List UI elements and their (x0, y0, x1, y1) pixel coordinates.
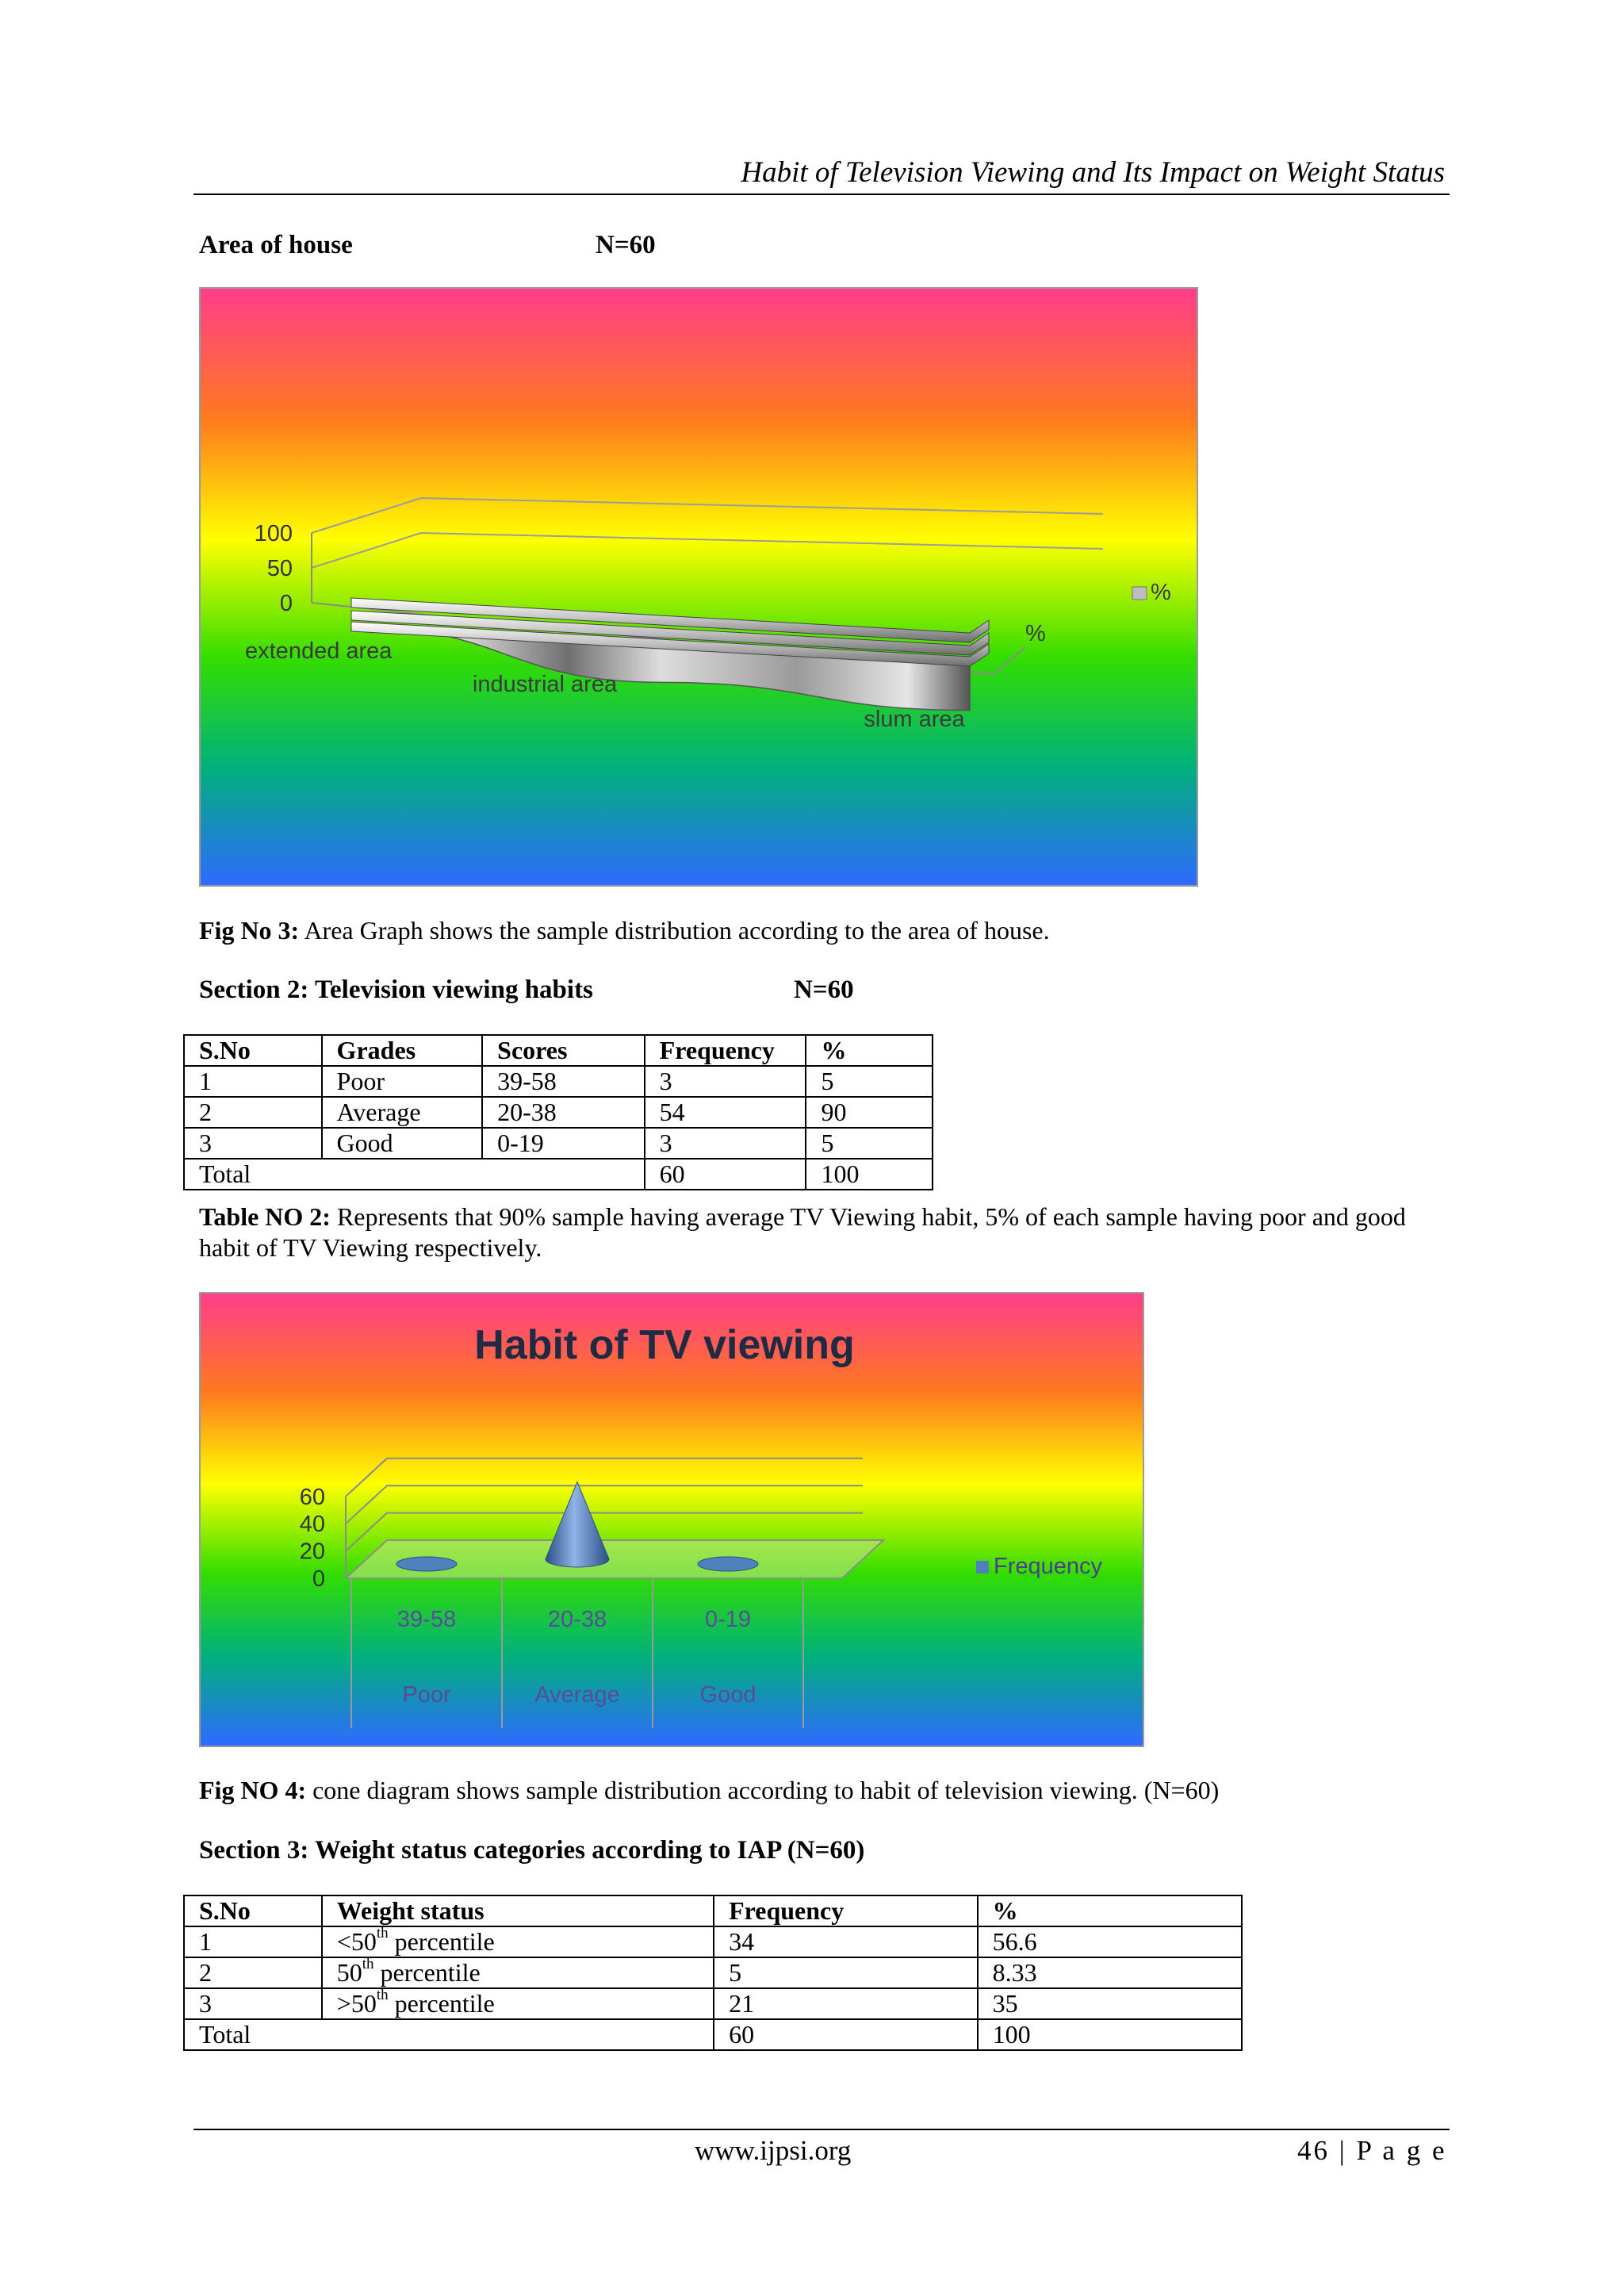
table-header-cell: % (978, 1895, 1242, 1926)
table-cell: 90 (806, 1097, 933, 1128)
table-row (184, 1128, 933, 1159)
table-cell: 20-38 (482, 1097, 645, 1128)
fig3-caption-label: Fig No 3: (199, 916, 300, 945)
y-tick-label: 60 (299, 1484, 325, 1510)
table-cell: 5 (806, 1066, 933, 1097)
table-cell: 54 (645, 1097, 806, 1128)
table-cell: 60 (714, 2019, 978, 2050)
table-header-cell: Frequency (714, 1895, 978, 1926)
table-cell: 100 (978, 2019, 1242, 2050)
table-cell: 2 (184, 1097, 322, 1128)
table-cell: 1 (184, 1926, 322, 1957)
table-cell: 3 (184, 1988, 322, 2019)
x-tick-label: 39-58 (396, 1607, 457, 1632)
y-tick-label: 0 (312, 1566, 325, 1592)
x-subcategory-label: Poor (402, 1682, 451, 1708)
table-cell: 5 (806, 1128, 933, 1159)
table-total-row (184, 2019, 1242, 2050)
status-suffix: percentile (388, 1989, 495, 2018)
table-header-cell: % (806, 1035, 933, 1066)
table-cell-status (322, 1926, 714, 1957)
table-row (184, 1988, 1242, 2019)
x-tick-label: 0-19 (704, 1607, 752, 1632)
table-header-cell: Grades (322, 1035, 483, 1066)
table-header-cell: S.No (184, 1035, 322, 1066)
legend-swatch (976, 1561, 989, 1573)
area-section-label: Area of house (199, 231, 353, 259)
legend-label: % (1151, 580, 1171, 605)
status-value: <50 (336, 1927, 377, 1956)
y-tick-label: 100 (254, 521, 293, 546)
weight-status-table (183, 1895, 1243, 2051)
table2-caption (199, 1202, 1452, 1263)
x-subcategory-label: Average (534, 1682, 620, 1708)
table-row (184, 1926, 1242, 1957)
table-cell: Poor (322, 1066, 483, 1097)
y-tick-label: 0 (279, 591, 293, 616)
table2-caption-text: Represents that 90% sample having average TV Viewing habit, 5% of each sample having poor and good habit of TV Viewing respectively. (199, 1202, 1406, 1262)
table-row (184, 1097, 933, 1128)
table-header-row (184, 1895, 1242, 1926)
section2-label: Section 2: Television viewing habits (199, 976, 593, 1004)
cone-3 (698, 1557, 758, 1571)
table-header-cell: Frequency (645, 1035, 806, 1066)
table-cell: Total (184, 2019, 714, 2050)
table-cell: 35 (978, 1988, 1242, 2019)
footer-rule (193, 2129, 1450, 2130)
status-suffix: percentile (388, 1927, 495, 1956)
legend-swatch (1132, 587, 1147, 600)
cone-1 (396, 1557, 457, 1571)
status-superscript: th (376, 1925, 389, 1942)
x-tick-label: 20-38 (547, 1607, 607, 1632)
table-cell: 60 (645, 1159, 806, 1190)
x-tick-label: slum area (864, 707, 965, 732)
tv-habit-table (183, 1034, 933, 1190)
x-subcategory-label: Good (699, 1682, 756, 1708)
table-header-cell: S.No (184, 1895, 322, 1926)
table-total-row (184, 1159, 933, 1190)
status-superscript: th (376, 1987, 389, 2004)
table-header-cell: Scores (482, 1035, 645, 1066)
table-cell: Good (322, 1128, 483, 1159)
fig3-caption (199, 915, 1452, 946)
status-value: >50 (336, 1989, 377, 2018)
cone-chart (199, 1292, 1144, 1747)
fig4-caption-text: cone diagram shows sample distribution according to habit of television viewing. (N=60) (306, 1776, 1220, 1804)
fig4-caption-label: Fig NO 4: (199, 1776, 307, 1804)
running-title: Habit of Television Viewing and Its Impact on Weight Status (741, 156, 1445, 189)
section2-n: N=60 (794, 976, 854, 1004)
table-header-cell: Weight status (322, 1895, 714, 1926)
table-row (184, 1066, 933, 1097)
table-cell: 3 (184, 1128, 322, 1159)
table-cell: Average (322, 1097, 483, 1128)
footer-url: www.ijpsi.org (695, 2135, 852, 2166)
area-chart (199, 287, 1198, 887)
status-superscript: th (362, 1956, 374, 1973)
table2-caption-label: Table NO 2: (199, 1202, 331, 1231)
cone-base (698, 1557, 758, 1571)
table-cell: 3 (645, 1066, 806, 1097)
y-tick-label: 50 (266, 556, 293, 581)
depth-axis-label: % (1025, 621, 1046, 646)
table-cell: 8.33 (978, 1957, 1242, 1988)
fig4-caption (199, 1775, 1452, 1806)
table-cell: 2 (184, 1957, 322, 1988)
status-value: 50 (336, 1958, 362, 1987)
x-tick-label: industrial area (472, 672, 618, 697)
y-tick-label: 40 (299, 1512, 325, 1538)
table-cell-status (322, 1988, 714, 2019)
table-cell: 34 (714, 1926, 978, 1957)
table-header-row (184, 1035, 933, 1066)
section3-label: Section 3: Weight status categories according to IAP (N=60) (199, 1836, 865, 1865)
x-tick-label: extended area (245, 638, 393, 664)
page-number: 46 | P a g e (1297, 2135, 1447, 2166)
table-cell: 21 (714, 1988, 978, 2019)
table-cell: 0-19 (482, 1128, 645, 1159)
header-rule (193, 194, 1450, 195)
legend-label: Frequency (994, 1554, 1103, 1579)
table-row (184, 1957, 1242, 1988)
table-cell: 56.6 (978, 1926, 1242, 1957)
area-chart-background (201, 289, 1197, 885)
table-cell: 39-58 (482, 1066, 645, 1097)
table-cell: 5 (714, 1957, 978, 1988)
y-tick-label: 20 (299, 1539, 325, 1565)
table-cell: 100 (806, 1159, 933, 1190)
table-cell-status (322, 1957, 714, 1988)
cone-chart-title: Habit of TV viewing (474, 1322, 855, 1368)
table-cell: 3 (645, 1128, 806, 1159)
table-cell: Total (184, 1159, 645, 1190)
status-suffix: percentile (373, 1958, 481, 1987)
area-section-n: N=60 (596, 231, 656, 259)
cone-base (396, 1557, 457, 1571)
fig3-caption-text: Area Graph shows the sample distribution according to the area of house. (299, 916, 1050, 945)
table-cell: 1 (184, 1066, 322, 1097)
